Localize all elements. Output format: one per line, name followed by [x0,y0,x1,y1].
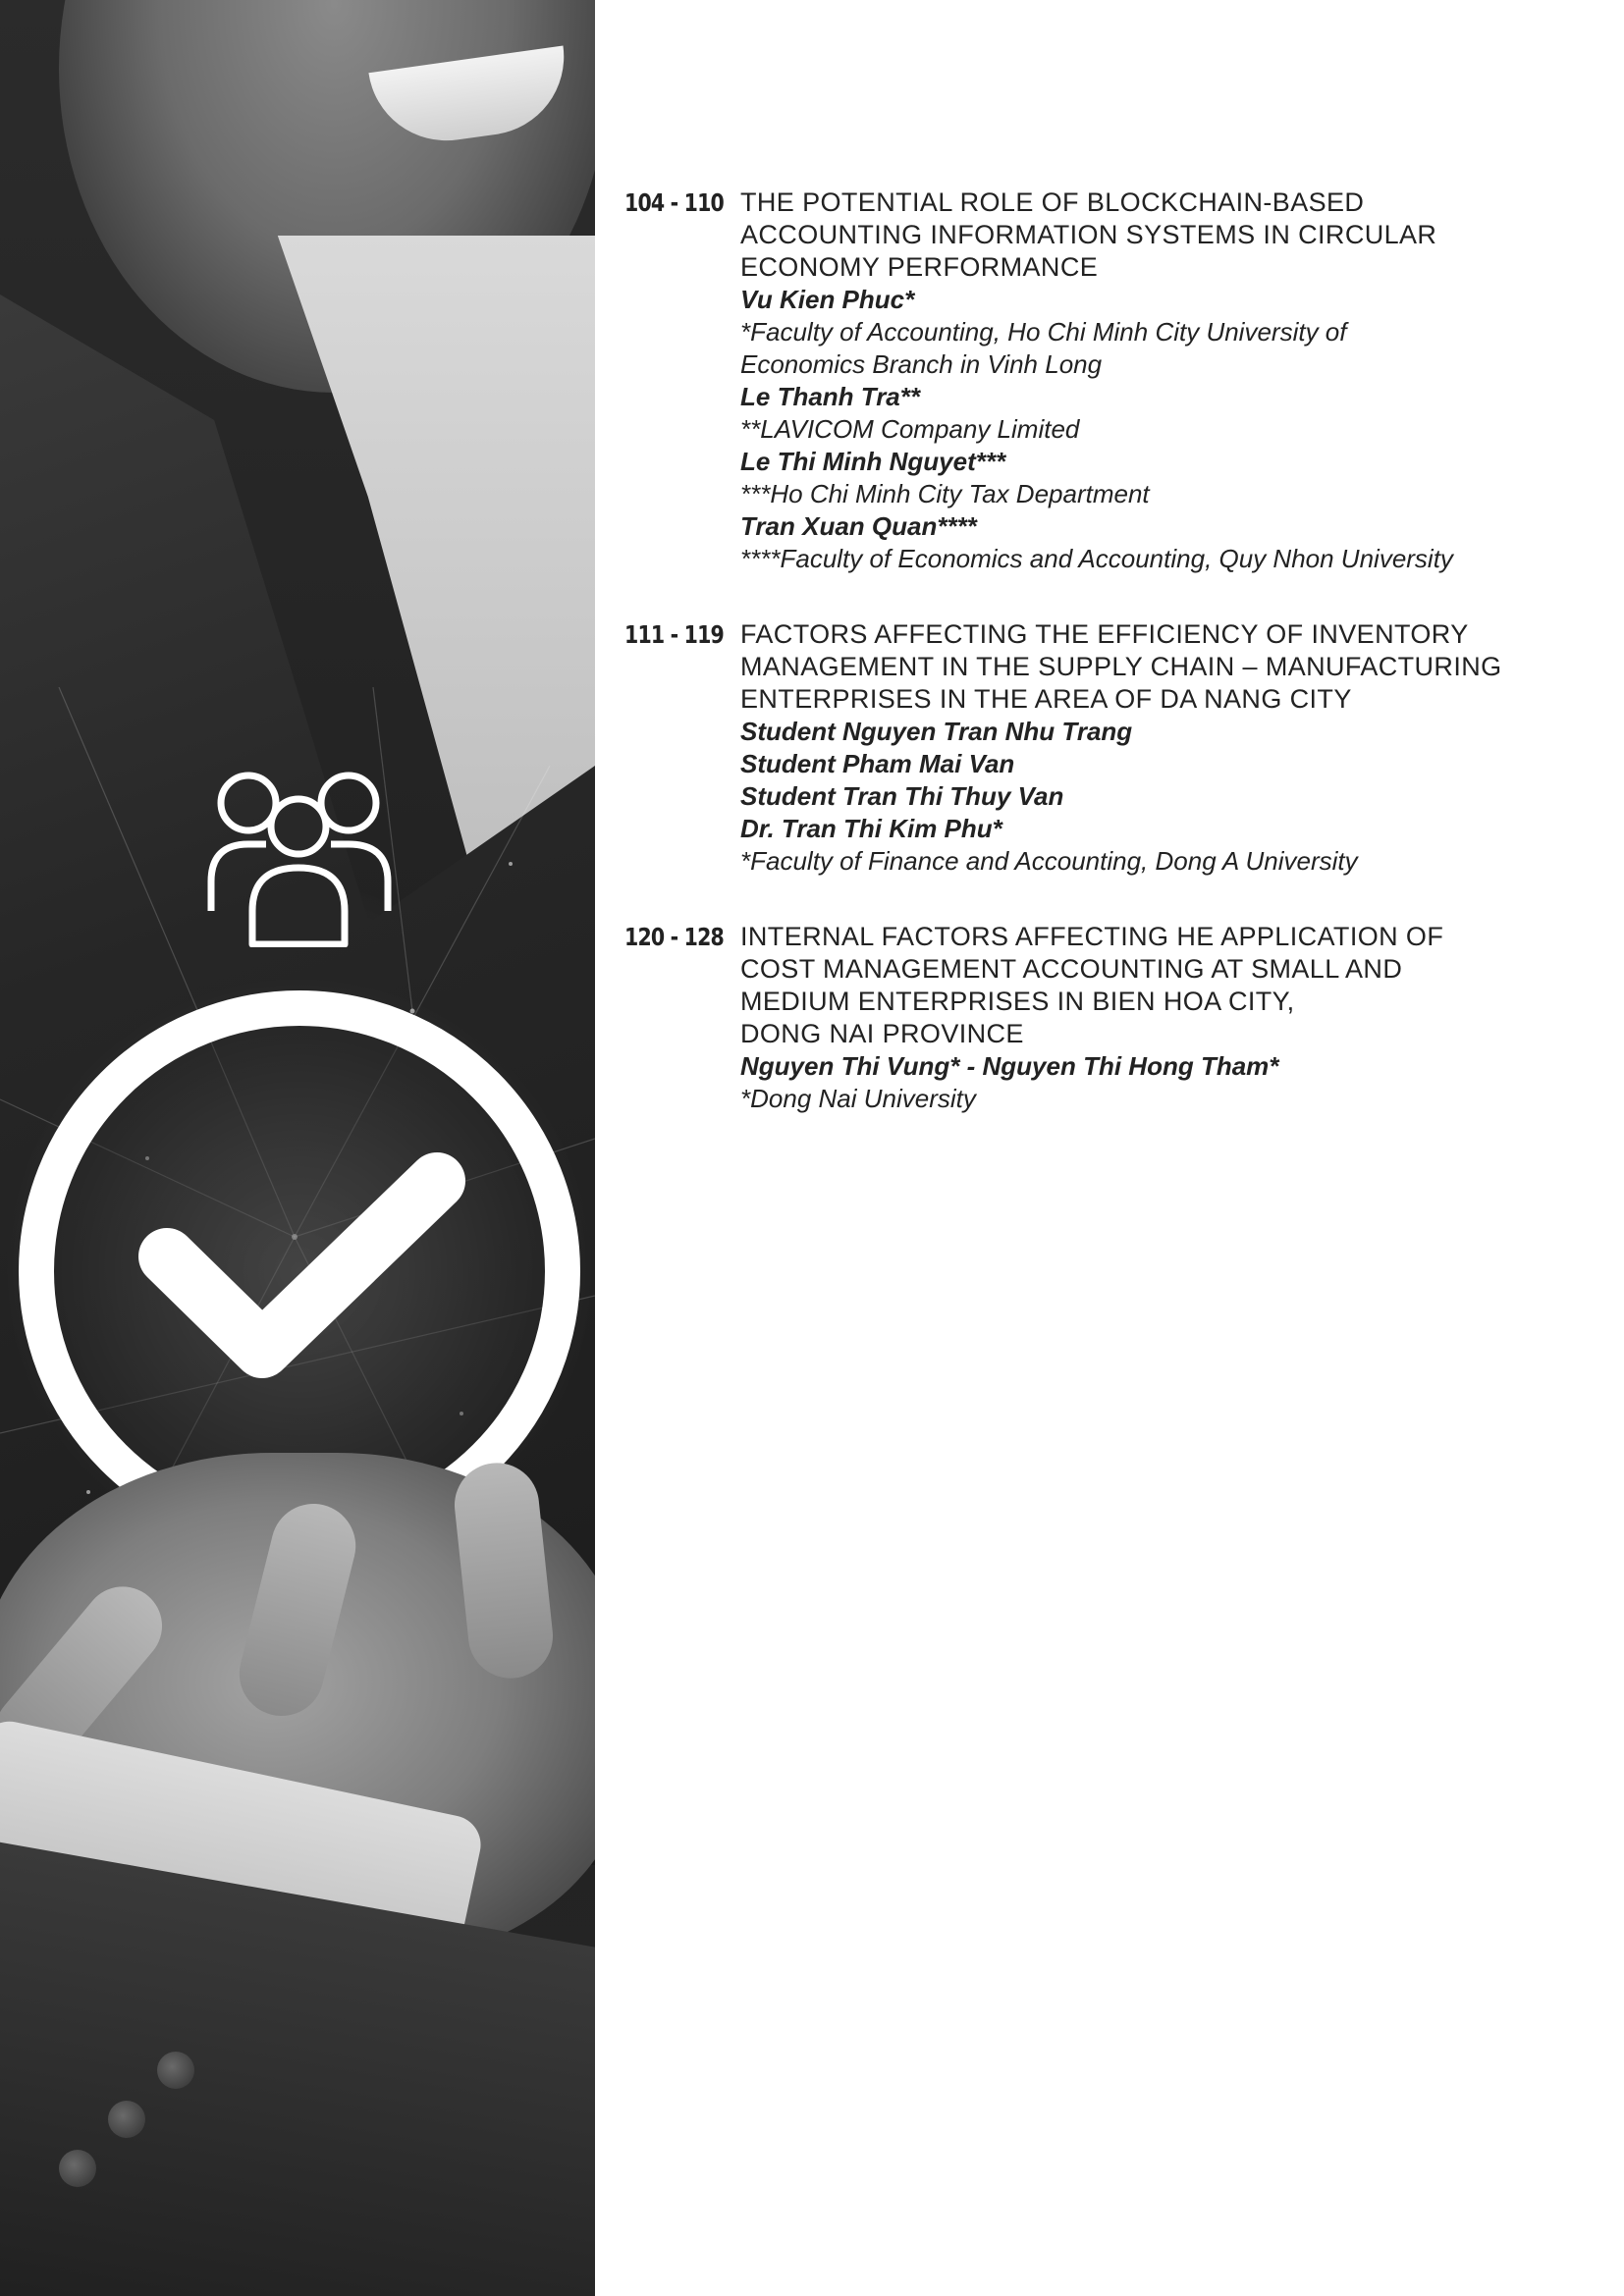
page-range: 111 - 119 [624,620,724,649]
article-title-line: FACTORS AFFECTING THE EFFICIENCY OF INVENTORY [740,619,1469,649]
sleeve-button [108,2101,145,2138]
author-affiliation: ***Ho Chi Minh City Tax Department [740,479,1150,508]
author-name: Le Thanh Tra** [740,382,921,411]
author-affiliation: ****Faculty of Economics and Accounting, Quy Nhon University [740,544,1453,573]
author-name: Student Nguyen Tran Nhu Trang [740,717,1133,746]
author-affiliation: Economics Branch in Vinh Long [740,349,1103,379]
article-title-line: INTERNAL FACTORS AFFECTING HE APPLICATION OF [740,922,1444,951]
author-affiliation: *Dong Nai University [740,1084,976,1113]
author-name: Vu Kien Phuc* [740,285,915,314]
entry-body [740,618,1606,878]
page-range: 120 - 128 [624,923,724,951]
entry-body [740,187,1606,575]
article-title-line: MEDIUM ENTERPRISES IN BIEN HOA CITY, [740,987,1295,1016]
article-title-line: COST MANAGEMENT ACCOUNTING AT SMALL AND [740,954,1403,984]
author-name: Dr. Tran Thi Kim Phu* [740,814,1002,843]
author-affiliation: *Faculty of Accounting, Ho Chi Minh City University of [740,317,1347,347]
author-name: Student Tran Thi Thuy Van [740,781,1064,811]
table-of-contents [624,187,1606,1158]
author-name: Tran Xuan Quan**** [740,511,977,541]
toc-entry [624,618,1606,878]
article-title-line: ECONOMY PERFORMANCE [740,252,1099,282]
page-range: 104 - 110 [624,188,724,217]
article-title-line: ENTERPRISES IN THE AREA OF DA NANG CITY [740,684,1352,714]
toc-entry [624,921,1606,1115]
author-affiliation: **LAVICOM Company Limited [740,414,1080,444]
people-group-icon [201,766,398,947]
sleeve-button [59,2150,96,2187]
author-name: Le Thi Minh Nguyet*** [740,447,1006,476]
article-title-line: ACCOUNTING INFORMATION SYSTEMS IN CIRCULAR [740,220,1437,249]
cover-photo-panel [0,0,595,2296]
entry-body [740,921,1606,1115]
toc-entry [624,187,1606,575]
author-name: Student Pham Mai Van [740,749,1015,778]
article-title-line: THE POTENTIAL ROLE OF BLOCKCHAIN-BASED [740,187,1365,217]
article-title-line: DONG NAI PROVINCE [740,1019,1024,1048]
sleeve-button [157,2052,194,2089]
author-name: Nguyen Thi Vung* - Nguyen Thi Hong Tham* [740,1051,1279,1081]
author-affiliation: *Faculty of Finance and Accounting, Dong A University [740,846,1358,876]
article-title-line: MANAGEMENT IN THE SUPPLY CHAIN – MANUFACTURING [740,652,1502,681]
